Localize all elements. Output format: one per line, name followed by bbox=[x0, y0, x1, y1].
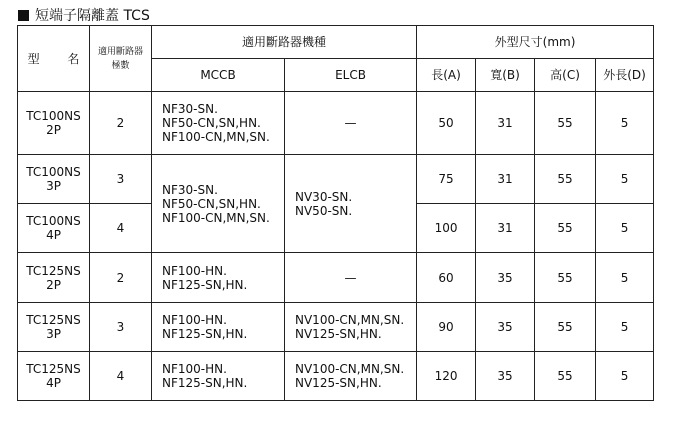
poles-cell: 4 bbox=[90, 204, 152, 253]
table-row bbox=[18, 155, 654, 204]
table-row bbox=[18, 92, 654, 155]
poles-cell: 3 bbox=[90, 155, 152, 204]
model-line2: 4P bbox=[46, 376, 61, 390]
elcb-dash: — bbox=[344, 270, 357, 285]
dim-d-cell: 5 bbox=[596, 155, 654, 204]
dim-b-cell: 31 bbox=[476, 155, 535, 204]
dim-a-cell: 60 bbox=[417, 253, 476, 303]
mccb-line: NF30-SN. bbox=[162, 182, 218, 197]
header-outer: 外長(D) bbox=[596, 59, 654, 92]
mccb-line: NF125-SN,HN. bbox=[162, 277, 248, 292]
title-text: 短端子隔離蓋 TCS bbox=[35, 8, 150, 24]
elcb-line: NV125-SN,HN. bbox=[295, 376, 382, 390]
model-cell bbox=[18, 204, 90, 253]
elcb-line: NV100-CN,MN,SN. bbox=[295, 313, 405, 327]
mccb-line: NF100-HN. bbox=[162, 263, 227, 278]
elcb-line: NV30-SN. bbox=[295, 189, 353, 204]
table-row bbox=[18, 253, 654, 303]
mccb-cell bbox=[152, 352, 285, 401]
model-line2: 2P bbox=[46, 123, 61, 137]
spec-table bbox=[17, 25, 654, 401]
mccb-line: NF100-HN. bbox=[162, 362, 227, 376]
model-cell bbox=[18, 352, 90, 401]
elcb-cell bbox=[285, 303, 417, 352]
dim-c-cell: 55 bbox=[535, 204, 596, 253]
mccb-cell bbox=[152, 253, 285, 303]
mccb-line: NF50-CN,SN,HN. bbox=[162, 196, 261, 211]
model-cell bbox=[18, 253, 90, 303]
header-model-label: 型 名 bbox=[27, 51, 92, 66]
poles-cell: 3 bbox=[90, 303, 152, 352]
model-line2: 3P bbox=[46, 327, 61, 341]
dim-c-cell: 55 bbox=[535, 253, 596, 303]
dim-c-cell: 55 bbox=[535, 92, 596, 155]
dim-a-cell: 50 bbox=[417, 92, 476, 155]
header-length: 長(A) bbox=[417, 59, 476, 92]
elcb-line: NV125-SN,HN. bbox=[295, 327, 382, 341]
mccb-line: NF100-HN. bbox=[162, 313, 227, 327]
model-line2: 2P bbox=[46, 277, 61, 292]
header-model bbox=[18, 26, 90, 92]
elcb-cell bbox=[285, 253, 417, 303]
header-poles bbox=[90, 26, 152, 92]
dim-b-cell: 31 bbox=[476, 92, 535, 155]
dim-a-cell: 90 bbox=[417, 303, 476, 352]
poles-cell: 2 bbox=[90, 92, 152, 155]
model-cell bbox=[18, 92, 90, 155]
dim-c-cell: 55 bbox=[535, 303, 596, 352]
poles-cell: 2 bbox=[90, 253, 152, 303]
elcb-line: NV50-SN. bbox=[295, 203, 353, 218]
dim-d-cell: 5 bbox=[596, 303, 654, 352]
header-elcb: ELCB bbox=[285, 59, 417, 92]
header-mccb: MCCB bbox=[152, 59, 285, 92]
dim-c-cell: 55 bbox=[535, 155, 596, 204]
header-poles-line1: 適用斷路器 bbox=[97, 46, 143, 57]
poles-cell: 4 bbox=[90, 352, 152, 401]
dim-a-cell: 75 bbox=[417, 155, 476, 204]
model-cell bbox=[18, 303, 90, 352]
mccb-line: NF50-CN,SN,HN. bbox=[162, 116, 261, 130]
elcb-cell bbox=[285, 155, 417, 253]
mccb-cell bbox=[152, 155, 285, 253]
elcb-dash: — bbox=[344, 116, 357, 130]
dim-a-cell: 100 bbox=[417, 204, 476, 253]
header-row bbox=[18, 26, 654, 59]
table-row bbox=[18, 352, 654, 401]
mccb-cell bbox=[152, 92, 285, 155]
model-line1: TC100NS bbox=[26, 214, 81, 228]
table-row bbox=[18, 303, 654, 352]
mccb-line: NF100-CN,MN,SN. bbox=[162, 210, 270, 225]
model-line2: 3P bbox=[46, 179, 61, 193]
mccb-line: NF30-SN. bbox=[162, 102, 218, 116]
header-breaker: 適用斷路器機種 bbox=[152, 26, 417, 59]
model-line1: TC125NS bbox=[26, 313, 81, 327]
dim-b-cell: 35 bbox=[476, 253, 535, 303]
dim-c-cell: 55 bbox=[535, 352, 596, 401]
dim-d-cell: 5 bbox=[596, 204, 654, 253]
header-width: 寬(B) bbox=[476, 59, 535, 92]
header-height: 高(C) bbox=[535, 59, 596, 92]
header-dims: 外型尺寸(mm) bbox=[417, 26, 654, 59]
mccb-line: NF100-CN,MN,SN. bbox=[162, 130, 270, 144]
dim-d-cell: 5 bbox=[596, 92, 654, 155]
mccb-line: NF125-SN,HN. bbox=[162, 376, 248, 390]
mccb-line: NF125-SN,HN. bbox=[162, 327, 248, 341]
dim-b-cell: 31 bbox=[476, 204, 535, 253]
model-line1: TC125NS bbox=[26, 263, 81, 278]
elcb-line: NV100-CN,MN,SN. bbox=[295, 362, 405, 376]
dim-d-cell: 5 bbox=[596, 352, 654, 401]
header-poles-line2: 極數 bbox=[111, 60, 130, 71]
model-line1: TC100NS bbox=[26, 165, 81, 179]
dim-b-cell: 35 bbox=[476, 352, 535, 401]
bullet-square-icon bbox=[18, 10, 29, 21]
model-line2: 4P bbox=[46, 228, 61, 242]
section-title bbox=[18, 4, 150, 26]
dim-d-cell: 5 bbox=[596, 253, 654, 303]
mccb-cell bbox=[152, 303, 285, 352]
elcb-cell bbox=[285, 352, 417, 401]
dim-a-cell: 120 bbox=[417, 352, 476, 401]
model-line1: TC100NS bbox=[26, 109, 81, 123]
dim-b-cell: 35 bbox=[476, 303, 535, 352]
model-cell bbox=[18, 155, 90, 204]
model-line1: TC125NS bbox=[26, 362, 81, 376]
elcb-cell bbox=[285, 92, 417, 155]
